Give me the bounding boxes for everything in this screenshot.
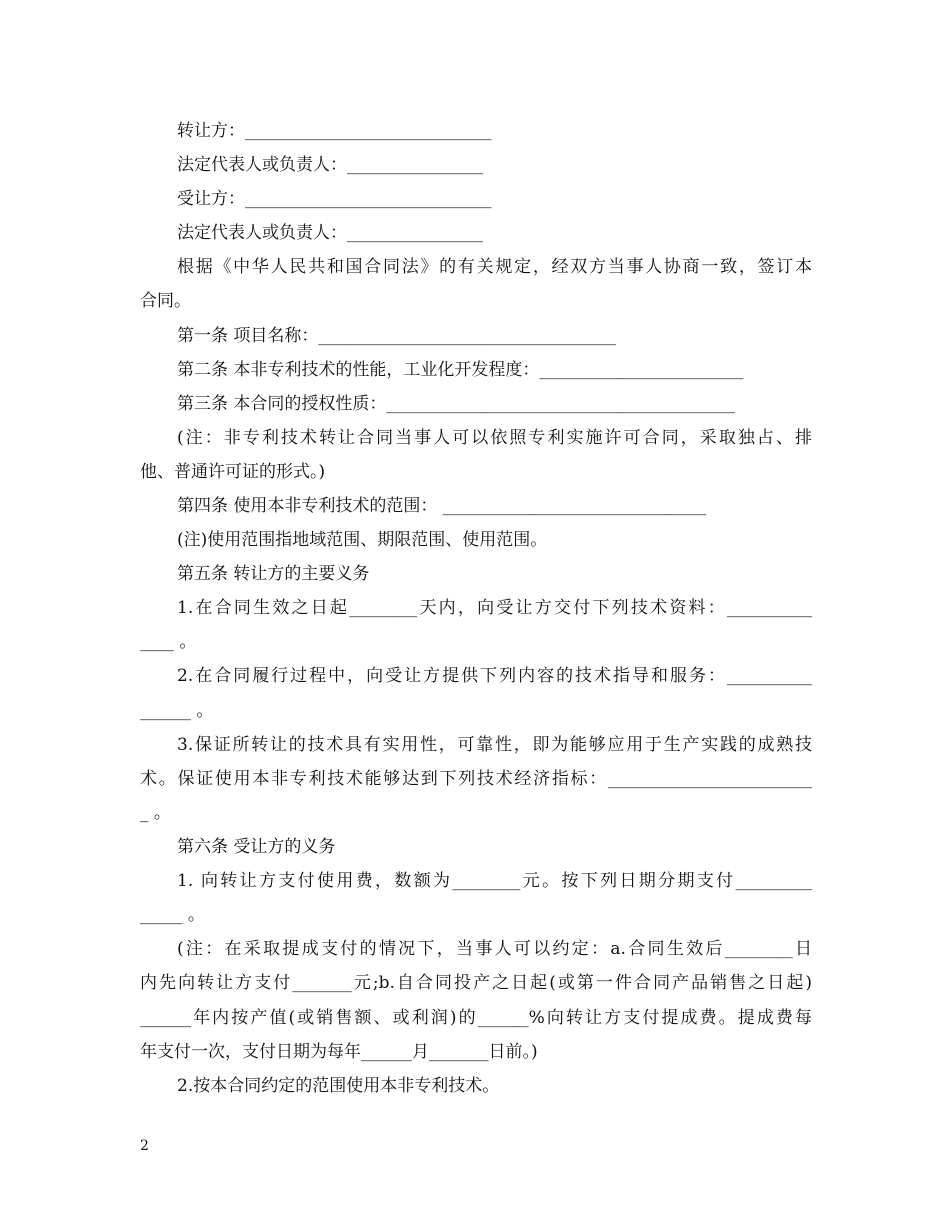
article-3-line: 第三条 本合同的授权性质：_________________________________________ [177,394,735,414]
article-5-item-3-line-1: 3.保证所转让的技术具有实用性，可靠性，即为能够应用于生产实践的成熟技 [177,735,812,755]
article-6-item-2-line: 2.按本合同约定的范围使用本非专利技术。 [177,1076,500,1096]
preamble-line-1: 根据《中华人民共和国合同法》的有关规定，经双方当事人协商一致，签订本 [177,257,812,277]
article-6-note-line-4: 年支付一次，支付日期为每年______月_______日前。) [140,1042,538,1062]
article-5-item-2-line-2: ______ 。 [140,701,214,721]
article-4-note-line: (注)使用范围指地域范围、期限范围、使用范围。 [177,530,548,550]
article-5-item-3-line-3: _ 。 [140,803,171,823]
article-3-note-line-2: 他、普通许可证的形式。) [140,462,326,482]
article-2-line: 第二条 本非专利技术的性能，工业化开发程度：________________________ [177,360,744,380]
transferor-line: 转让方：_____________________________ [177,121,492,141]
article-4-line: 第四条 使用本非专利技术的范围： _______________________________ [177,496,707,516]
transferee-rep-line: 法定代表人或负责人：________________ [177,223,483,243]
article-5-item-2-line-1: 2.在合同履行过程中，向受让方提供下列内容的技术指导和服务：__________ [177,666,812,686]
article-5-item-3-line-2: 术。保证使用本非专利技术能够达到下列技术经济指标：________________________ [140,769,812,789]
article-6-note-line-1: (注：在采取提成支付的情况下，当事人可以约定：a.合同生效后________日 [177,939,812,959]
article-3-note-line-1: (注：非专利技术转让合同当事人可以依照专利实施许可合同，采取独占、排 [177,428,812,448]
article-6-note-line-3: ______年内按产值(或销售额、或利润)的______%向转让方支付提成费。提成费每 [140,1008,812,1028]
article-5-item-1-line-1: 1.在合同生效之日起________天内，向受让方交付下列技术资料：__________ [177,598,812,618]
article-6-heading: 第六条 受让方的义务 [177,837,336,857]
transferee-line: 受让方：_____________________________ [177,189,492,209]
article-5-item-1-line-2: ____ 。 [140,632,197,652]
page-number: 2 [140,1138,149,1154]
article-1-line: 第一条 项目名称：___________________________________ [177,326,616,346]
article-5-heading: 第五条 转让方的主要义务 [177,564,370,584]
transferor-rep-line: 法定代表人或负责人：________________ [177,155,483,175]
article-6-item-1-line-1: 1. 向转让方支付使用费，数额为________元。按下列日期分期支付_________ [177,871,812,891]
article-6-note-line-2: 内先向转让方支付_______元;b.自合同投产之日起(或第一件合同产品销售之日起) [140,973,812,993]
article-6-item-1-line-2: _____ 。 [140,905,205,925]
preamble-line-2: 合同。 [140,291,191,311]
